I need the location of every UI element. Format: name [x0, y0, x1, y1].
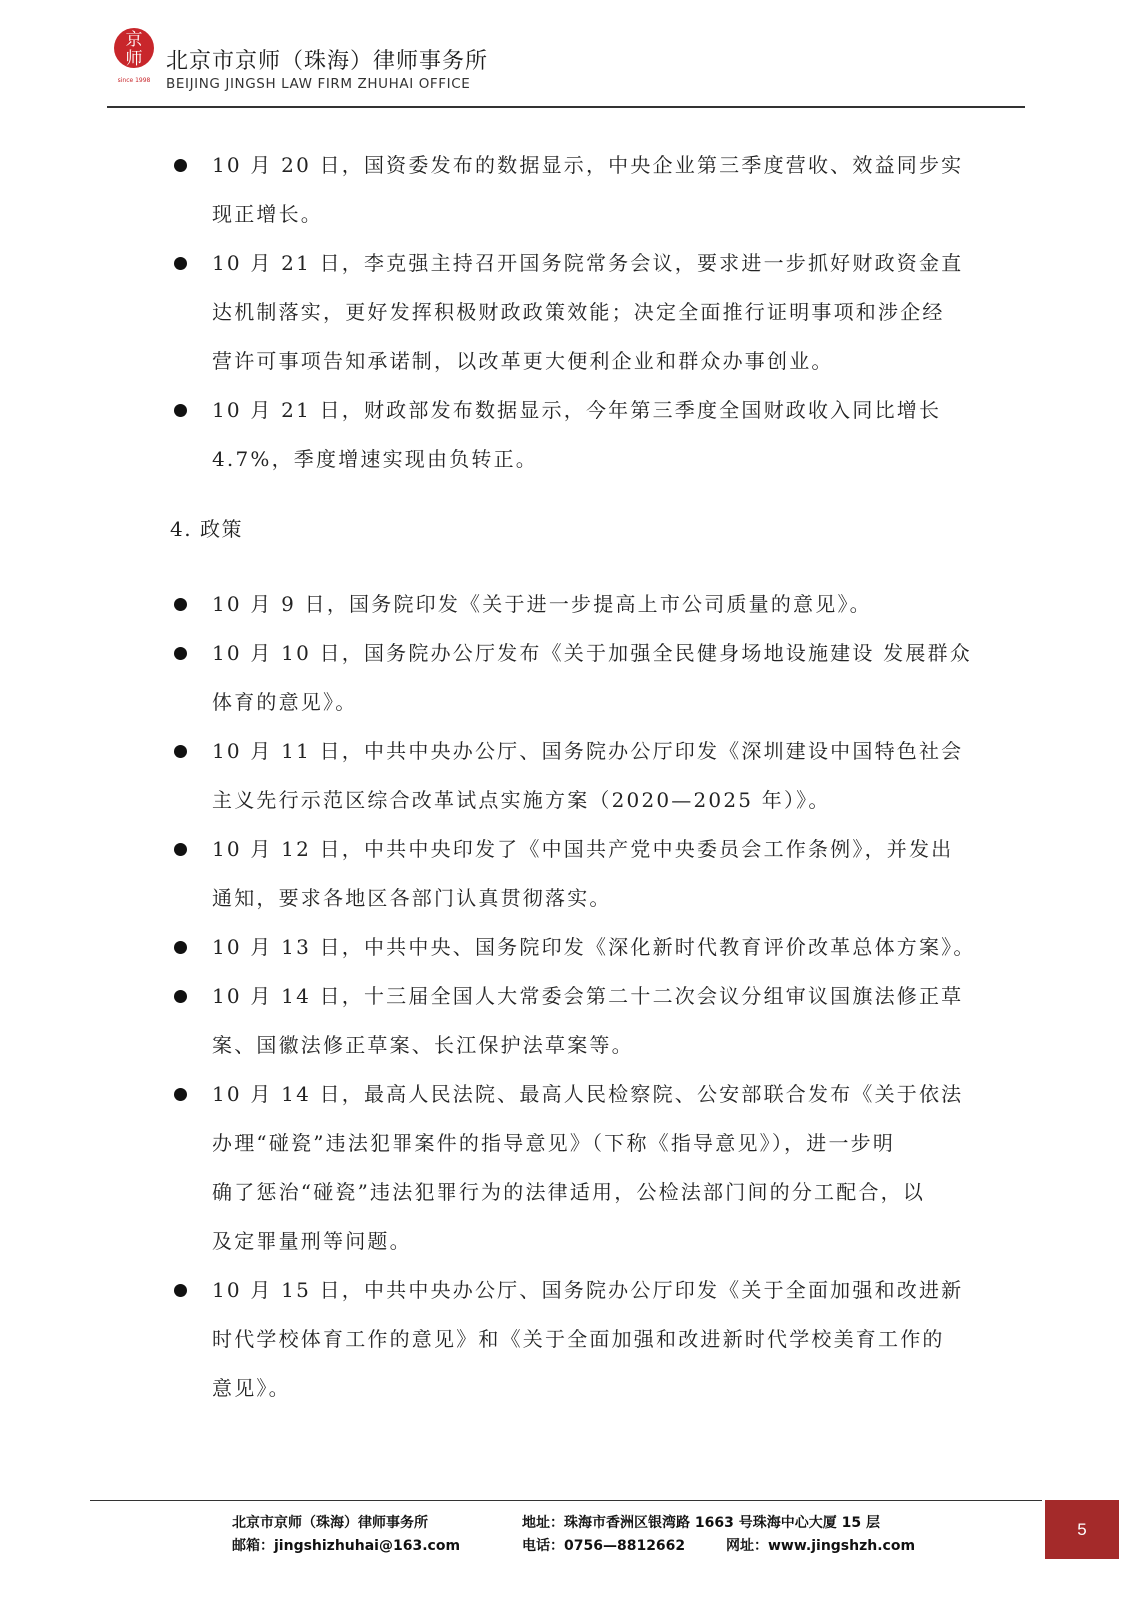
list-item-line: 10 月 11 日，中共中央办公厅、国务院办公厅印发《深圳建设中国特色社会: [212, 739, 964, 763]
footer-email: 邮箱：jingshizhuhai@163.com: [232, 1538, 461, 1554]
bullet-icon: [174, 159, 187, 172]
list-item-line: 意见》。: [212, 1376, 291, 1400]
svg-text:京: 京: [125, 30, 143, 50]
list-item-line: 营许可事项告知承诺制，以改革更大便利企业和群众办事创业。: [212, 349, 834, 373]
list-item-line: 案、国徽法修正草案、长江保护法草案等。: [212, 1033, 634, 1057]
footer-divider: [90, 1500, 1042, 1501]
list-item-line: 10 月 12 日，中共中央印发了《中国共产党中央委员会工作条例》，并发出: [212, 837, 954, 861]
footer-website: 网址：www.jingshzh.com: [726, 1538, 916, 1554]
bullet-icon: [174, 598, 187, 611]
list-item-line: 达机制落实，更好发挥积极财政政策效能；决定全面推行证明事项和涉企经: [212, 300, 945, 324]
header-divider: [107, 106, 1025, 108]
page-number: 5: [1045, 1500, 1119, 1559]
list-item-line: 主义先行示范区综合改革试点实施方案（2020—2025 年）》。: [212, 788, 831, 812]
bullet-icon: [174, 745, 187, 758]
list-item-line: 时代学校体育工作的意见》和《关于全面加强和改进新时代学校美育工作的: [212, 1327, 945, 1351]
footer-phone: 电话：0756—8812662: [522, 1538, 686, 1554]
bullet-icon: [174, 257, 187, 270]
bullet-icon: [174, 404, 187, 417]
bullet-icon: [174, 1088, 187, 1101]
list-item-line: 办理“碰瓷”违法犯罪案件的指导意见》（下称《指导意见》），进一步明: [212, 1131, 896, 1155]
bullet-icon: [174, 843, 187, 856]
firm-name-cn: 北京市京师（珠海）律师事务所: [166, 49, 489, 74]
list-item-line: 10 月 14 日，十三届全国人大常委会第二十二次会议分组审议国旗法修正草: [212, 984, 964, 1008]
section-heading: 4. 政策: [170, 517, 243, 541]
list-item-line: 10 月 15 日，中共中央办公厅、国务院办公厅印发《关于全面加强和改进新: [212, 1278, 964, 1302]
bullet-icon: [174, 990, 187, 1003]
list-item-line: 现正增长。: [212, 202, 323, 226]
list-item-line: 10 月 13 日，中共中央、国务院印发《深化新时代教育评价改革总体方案》。: [212, 935, 976, 959]
list-item-line: 10 月 21 日，财政部发布数据显示，今年第三季度全国财政收入同比增长: [212, 398, 942, 422]
bullet-icon: [174, 941, 187, 954]
bullet-icon: [174, 647, 187, 660]
list-item-line: 10 月 21 日，李克强主持召开国务院常务会议，要求进一步抓好财政资金直: [212, 251, 964, 275]
list-item-line: 及定罪量刑等问题。: [212, 1229, 412, 1253]
logo-since: since 1998: [117, 77, 151, 84]
firm-logo-icon: [111, 24, 157, 86]
list-item-line: 10 月 10 日，国务院办公厅发布《关于加强全民健身场地设施建设 发展群众: [212, 641, 972, 665]
svg-text:师: 师: [125, 49, 143, 69]
firm-name-en: BEIJING JINGSH LAW FIRM ZHUHAI OFFICE: [166, 76, 471, 92]
footer-firm: 北京市京师（珠海）律师事务所: [232, 1515, 428, 1531]
list-item-line: 10 月 14 日，最高人民法院、最高人民检察院、公安部联合发布《关于依法: [212, 1082, 964, 1106]
footer-address: 地址：珠海市香洲区银湾路 1663 号珠海中心大厦 15 层: [522, 1515, 880, 1531]
list-item-line: 体育的意见》。: [212, 690, 358, 714]
list-item-line: 4.7%，季度增速实现由负转正。: [212, 447, 539, 471]
bullet-icon: [174, 1284, 187, 1297]
list-item-line: 10 月 20 日，国资委发布的数据显示，中央企业第三季度营收、效益同步实: [212, 153, 964, 177]
list-item-line: 10 月 9 日，国务院印发《关于进一步提高上市公司质量的意见》。: [212, 592, 872, 616]
page-header: [0, 0, 1131, 110]
list-item-line: 确了惩治“碰瓷”违法犯罪行为的法律适用，公检法部门间的分工配合，以: [212, 1180, 926, 1204]
list-item-line: 通知，要求各地区各部门认真贯彻落实。: [212, 886, 612, 910]
